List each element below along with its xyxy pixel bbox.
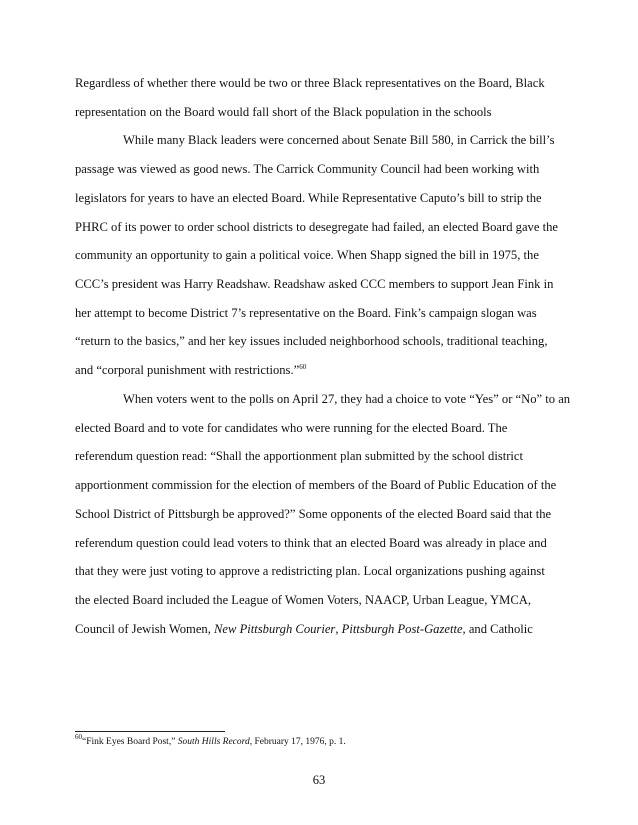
footnote-title: “Fink Eyes Board Post,” <box>82 737 178 747</box>
footnote-number: 60 <box>75 733 82 741</box>
body-line: referendum question read: “Shall the apportionment plan submitted by the school district <box>75 449 524 463</box>
body-text: , and Catholic <box>462 622 533 636</box>
body-text: , <box>335 622 342 636</box>
publication-title: Pittsburgh Post-Gazette <box>341 622 463 636</box>
body-line: the elected Board included the League of Women Voters, NAACP, Urban League, YMCA, <box>75 593 531 607</box>
body-line: apportionment commission for the election of members of the Board of Public Education of the <box>75 478 557 492</box>
body-text: and “corporal punishment with restrictions.” <box>75 363 300 377</box>
body-line: When voters went to the polls on April 27, they had a choice to vote “Yes” or “No” to an <box>123 392 571 406</box>
body-line: School District of Pittsburgh be approved?” Some opponents of the elected Board said that the <box>75 507 552 521</box>
body-line: that they were just voting to approve a redistricting plan. Local organizations pushing against <box>75 564 545 578</box>
body-line <box>75 621 533 637</box>
publication-title: New Pittsburgh Courier <box>214 622 336 636</box>
body-line: referendum question could lead voters to think that an elected Board was already in place and <box>75 536 547 550</box>
body-line: passage was viewed as good news. The Carrick Community Council had been working with <box>75 162 540 176</box>
body-line: her attempt to become District 7’s representative on the Board. Fink’s campaign slogan was <box>75 306 537 320</box>
footnote-citation: , February 17, 1976, p. 1. <box>249 737 346 747</box>
footnote <box>75 733 346 747</box>
footnote-source: South Hills Record <box>177 737 250 747</box>
body-line: Regardless of whether there would be two or three Black representatives on the Board, Black <box>75 76 545 90</box>
body-text: Council of Jewish Women, <box>75 622 215 636</box>
body-line: CCC’s president was Harry Readshaw. Readshaw asked CCC members to support Jean Fink in <box>75 277 554 291</box>
body-line: elected Board and to vote for candidates who were running for the elected Board. The <box>75 421 508 435</box>
body-line <box>75 362 306 378</box>
footnote-reference[interactable]: 60 <box>299 363 307 371</box>
body-line: representation on the Board would fall short of the Black population in the schools <box>75 105 492 119</box>
footnote-divider <box>75 731 225 732</box>
body-line: While many Black leaders were concerned about Senate Bill 580, in Carrick the bill’s <box>123 133 555 147</box>
body-line: PHRC of its power to order school districts to desegregate had failed, an elected Board gave the <box>75 220 558 234</box>
body-line: community an opportunity to gain a political voice. When Shapp signed the bill in 1975, the <box>75 248 539 262</box>
body-line: legislators for years to have an elected Board. While Representative Caputo’s bill to strip the <box>75 191 542 205</box>
body-line: “return to the basics,” and her key issues included neighborhood schools, traditional teaching, <box>75 334 548 348</box>
page-number: 63 <box>312 773 326 787</box>
